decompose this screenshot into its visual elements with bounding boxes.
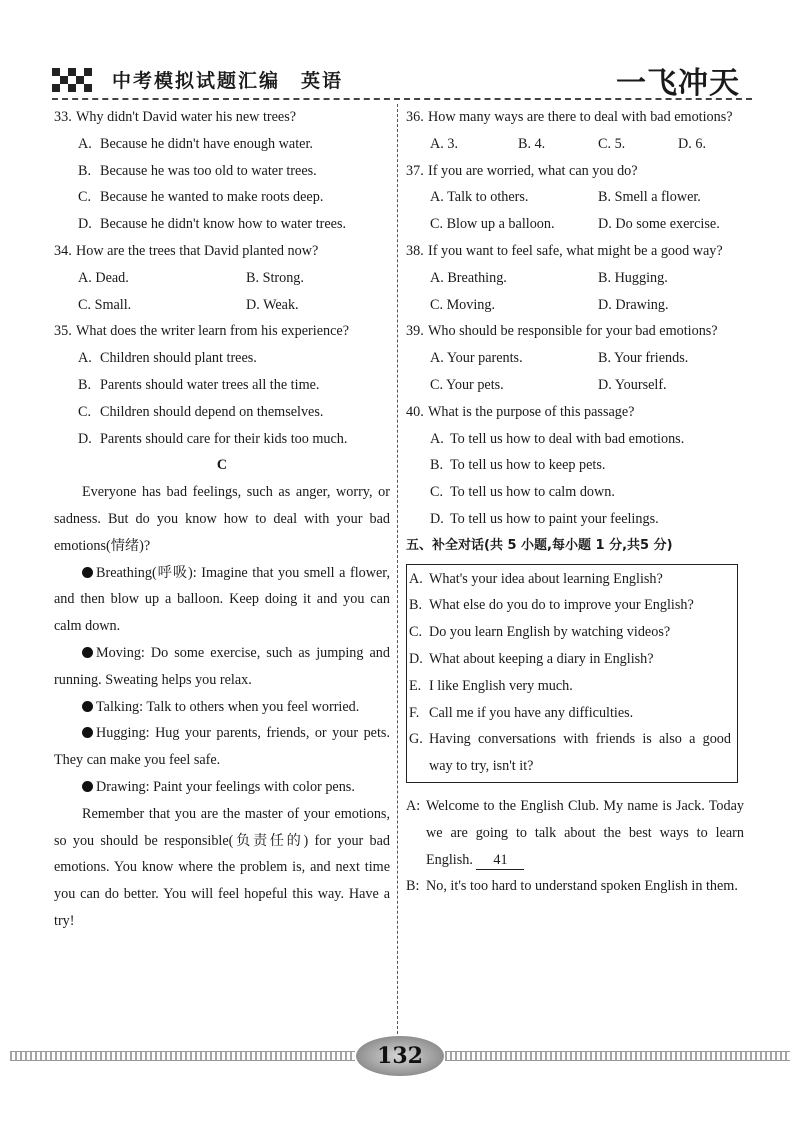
bullet-dot-icon (82, 567, 93, 578)
question-40: 40. What is the purpose of this passage? (406, 403, 635, 420)
option: A. Breathing. (430, 269, 507, 286)
option: D. Because he didn't know how to water trees. (78, 216, 347, 233)
footer-pattern-left (10, 1051, 355, 1061)
bullet-dot-icon (82, 647, 93, 658)
section-5-title: 五、补全对话(共 5 小题,每小题 1 分,共5 分) (406, 537, 673, 553)
right-column (406, 104, 744, 900)
footer-pattern-right (445, 1051, 790, 1061)
options-row (406, 372, 744, 399)
question-36: 36. How many ways are there to deal with bad emotions? (406, 109, 733, 125)
brand-logo-text: 一飞冲天 (616, 66, 740, 101)
book-title: 中考模拟试题汇编 英语 (112, 70, 344, 92)
box-option: F. Call me if you have any difficulties. (409, 704, 634, 721)
question-33: 33. Why didn't David water his new trees? (54, 109, 297, 125)
question-39: 39. Who should be responsible for your bad emotions? (406, 323, 718, 340)
page-number: 132 (377, 1043, 423, 1069)
options-row (54, 265, 390, 292)
option: A. Your parents. (430, 350, 523, 367)
box-option: E. I like English very much. (409, 677, 573, 694)
passage-intro: Everyone has bad feelings, such as anger, worry, or sadness. But do you know how to deal with your bad emotions(情绪)? (54, 484, 390, 554)
option: B. Your friends. (598, 350, 689, 367)
dialogue-line: A: Welcome to the English Club. My name is Jack. Today we are going to talk about the best ways to learn English. 41 (406, 797, 744, 868)
passage-bullet: Drawing: Paint your feelings with color pens. (54, 774, 390, 801)
dialogue-line: B: No, it's too hard to understand spoken English in them. (406, 878, 738, 895)
option: B. Smell a flower. (598, 189, 701, 206)
option: B. Hugging. (598, 269, 668, 286)
option: A. To tell us how to deal with bad emotions. (430, 430, 685, 447)
question-text: How many ways are there to deal with bad emotions? (428, 109, 733, 125)
options-row (406, 131, 744, 158)
question-35: 35. What does the writer learn from his experience? (54, 323, 349, 340)
option: C. Moving. (430, 296, 496, 313)
question-text: What does the writer learn from his experience? (76, 323, 349, 340)
box-option: C. Do you learn English by watching videos? (409, 624, 671, 641)
options-row (406, 345, 744, 372)
option: B. Strong. (246, 269, 304, 286)
option: B. To tell us how to keep pets. (430, 457, 606, 474)
question-text: If you are worried, what can you do? (428, 162, 638, 179)
box-option: D. What about keeping a diary in English? (409, 650, 654, 667)
question-34: 34. How are the trees that David planted now? (54, 242, 319, 259)
option: D. Drawing. (598, 296, 669, 313)
option: D. Parents should care for their kids too much. (78, 430, 348, 447)
column-divider (397, 104, 398, 1034)
option: B. Parents should water trees all the time. (78, 376, 320, 393)
option: C. Blow up a balloon. (430, 216, 555, 233)
dialogue-options-box (406, 564, 738, 783)
option: D. Yourself. (598, 376, 667, 393)
option: B. 4. (518, 135, 546, 152)
question-38: 38. If you want to feel safe, what might be a good way? (406, 242, 723, 259)
option: A. 3. (430, 135, 458, 152)
option: B. Because he was too old to water trees. (78, 162, 317, 179)
option: A. Talk to others. (430, 189, 529, 206)
option: C. Children should depend on themselves. (78, 403, 324, 420)
question-text: How are the trees that David planted now? (76, 242, 319, 259)
left-column (54, 104, 390, 935)
question-text: Why didn't David water his new trees? (76, 109, 297, 125)
question-text: Who should be responsible for your bad emotions? (428, 323, 718, 340)
checker-logo-icon (52, 68, 96, 98)
options-row (406, 265, 744, 292)
option: D. To tell us how to paint your feelings. (430, 510, 659, 527)
options-row (54, 292, 390, 319)
header-divider (52, 98, 752, 100)
page-header (0, 0, 800, 105)
bullet-dot-icon (82, 781, 93, 792)
options-row (406, 292, 744, 319)
option: A. Dead. (78, 269, 129, 286)
box-option: B. What else do you do to improve your English? (409, 597, 694, 614)
page-number-badge (356, 1036, 444, 1076)
option: C. Because he wanted to make roots deep. (78, 189, 324, 206)
answer-blank[interactable]: 41 (476, 851, 524, 870)
passage-bullet: Talking: Talk to others when you feel worried. (54, 694, 390, 721)
option: C. Small. (78, 296, 132, 313)
option: C. 5. (598, 135, 626, 152)
options-row (406, 211, 744, 238)
question-37: 37. If you are worried, what can you do? (406, 162, 638, 179)
passage-bullet: Hugging: Hug your parents, friends, or your pets. They can make you feel safe. (54, 725, 390, 769)
passage-bullet: Moving: Do some exercise, such as jumping and running. Sweating helps you relax. (54, 644, 390, 688)
option: D. Do some exercise. (598, 216, 720, 233)
passage-bullet: Breathing(呼吸): Imagine that you smell a flower, and then blow up a balloon. Keep doing it and you can calm down. (54, 564, 390, 635)
option: D. Weak. (246, 296, 299, 313)
bullet-dot-icon (82, 727, 93, 738)
option: C. Your pets. (430, 376, 504, 393)
bullet-dot-icon (82, 701, 93, 712)
option: C. To tell us how to calm down. (430, 484, 615, 501)
options-row (406, 184, 744, 211)
question-text: If you want to feel safe, what might be a good way? (428, 242, 723, 259)
passage-label: C (216, 457, 228, 474)
box-option: A. What's your idea about learning English? (409, 570, 663, 587)
question-text: What is the purpose of this passage? (428, 403, 635, 420)
box-option: G. Having conversations with friends is also a good way to try, isn't it? (409, 731, 731, 775)
option: D. 6. (678, 135, 706, 152)
passage-closing: Remember that you are the master of your emotions, so you should be responsible(负责任的) for your bad emotions. You know where the problem is, and next time you can do better. You will feel hopeful this way. Have a try! (54, 805, 390, 929)
option: A. Children should plant trees. (78, 350, 257, 367)
option: A. Because he didn't have enough water. (78, 135, 313, 152)
